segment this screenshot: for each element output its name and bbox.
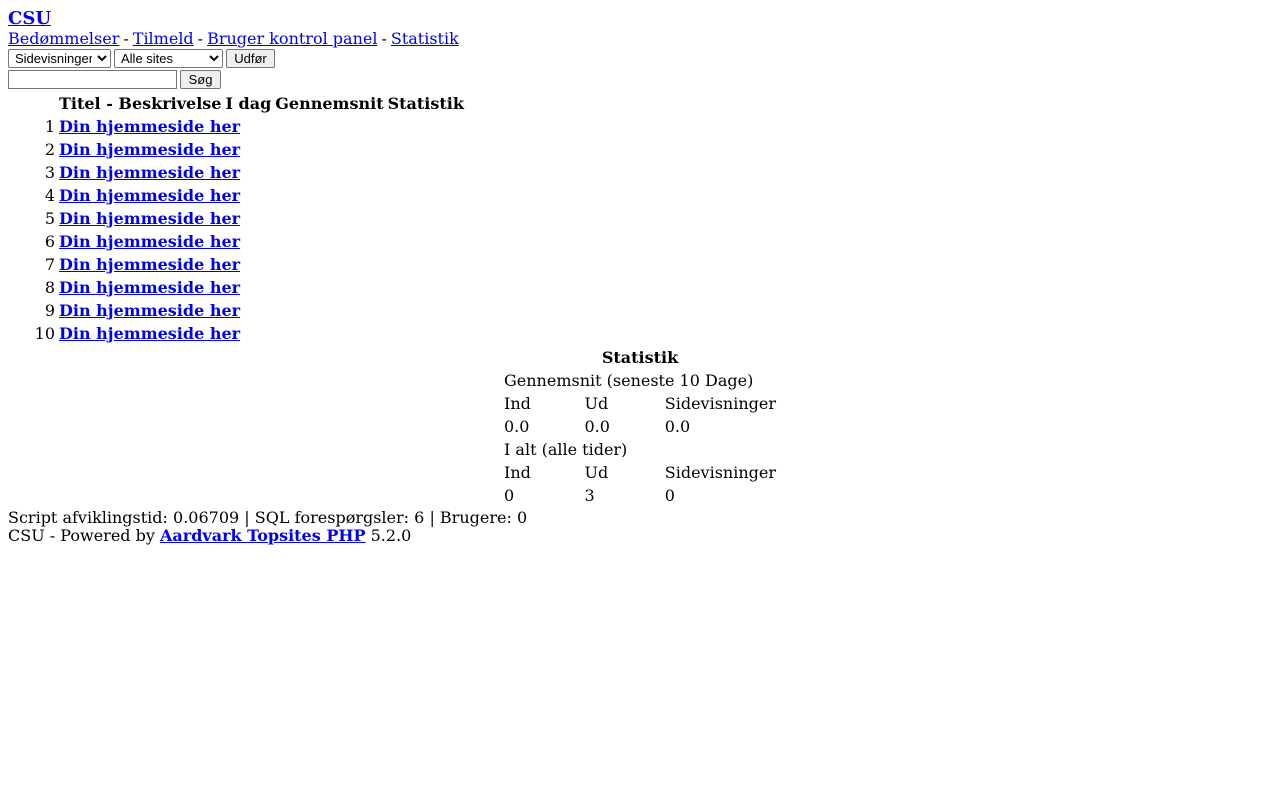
site-link[interactable]: Din hjemmeside her (59, 117, 241, 136)
footer-separator: | (244, 508, 250, 527)
average-pageviews-value: 0.0 (664, 417, 691, 436)
sql-count-label: SQL forespørgsler: (254, 508, 410, 527)
nav-separator: - (381, 29, 387, 48)
average-in-value: 0.0 (504, 417, 530, 436)
in-label: Ind (504, 394, 531, 413)
ranking-header-row (10, 94, 465, 114)
stats-title: Statistik (601, 348, 679, 367)
table-row (10, 277, 465, 298)
pageviews-label: Sidevisninger (664, 394, 776, 413)
rank-number: 5 (44, 209, 55, 228)
ranking-method-select[interactable] (8, 49, 111, 68)
powered-by-text: CSU - Powered by (8, 526, 155, 545)
site-link[interactable]: Din hjemmeside her (59, 209, 241, 228)
average-out-value: 0.0 (584, 417, 610, 436)
footer-powered-line (8, 527, 527, 545)
site-link[interactable]: Din hjemmeside her (59, 255, 241, 274)
rank-number: 6 (44, 232, 55, 251)
total-pageviews-value: 0 (664, 486, 675, 505)
site-link[interactable]: Din hjemmeside her (59, 186, 241, 205)
version-text: 5.2.0 (370, 526, 412, 545)
total-out-value: 3 (584, 486, 595, 505)
site-link[interactable]: Din hjemmeside her (59, 278, 241, 297)
site-link[interactable]: Din hjemmeside her (59, 163, 241, 182)
rank-column-header (10, 94, 56, 114)
nav-separator: - (197, 29, 204, 48)
in-label: Ind (504, 463, 531, 482)
site-link[interactable]: Din hjemmeside her (59, 232, 241, 251)
footer (8, 509, 527, 545)
rank-number: 9 (44, 301, 55, 320)
users-label: Brugere: (439, 508, 512, 527)
rank-number: 4 (44, 186, 55, 205)
site-title-link[interactable]: CSU (8, 8, 52, 29)
average-heading: Gennemsnit (seneste 10 Dage) (504, 371, 754, 390)
search-form (8, 70, 221, 89)
nav-link-stats[interactable]: Statistik (390, 29, 459, 48)
table-row (10, 323, 465, 344)
search-input[interactable] (8, 70, 177, 89)
stats-table (501, 345, 779, 508)
table-row (10, 254, 465, 275)
nav-link-user-cp[interactable]: Bruger kontrol panel (207, 29, 378, 48)
footer-separator: | (429, 508, 435, 527)
table-row (10, 139, 465, 160)
footer-stats-line (8, 509, 527, 527)
rank-number: 7 (44, 255, 55, 274)
table-row (10, 162, 465, 183)
sql-count-value: 6 (414, 508, 425, 527)
search-button[interactable]: Søg (180, 70, 221, 89)
pageviews-label: Sidevisninger (664, 463, 776, 482)
site-link[interactable]: Din hjemmeside her (59, 140, 241, 159)
ranking-table (8, 92, 467, 346)
table-row (10, 185, 465, 206)
rank-number: 2 (44, 140, 55, 159)
script-time-value: 0.06709 (173, 508, 240, 527)
ranking-filter-form (8, 49, 275, 68)
total-heading: I alt (alle tider) (504, 440, 628, 459)
main-nav (8, 29, 459, 49)
total-in-value: 0 (504, 486, 515, 505)
rank-number: 3 (44, 163, 55, 182)
rank-number: 10 (34, 324, 55, 343)
out-label: Ud (584, 394, 609, 413)
nav-separator: - (123, 29, 129, 48)
table-row (10, 208, 465, 229)
users-count-value: 0 (516, 508, 528, 527)
go-button[interactable]: Udfør (226, 49, 275, 68)
table-row (10, 231, 465, 252)
site-link[interactable]: Din hjemmeside her (59, 301, 241, 320)
today-column-header: I dag (225, 94, 272, 113)
category-select[interactable] (114, 49, 223, 68)
table-row (10, 116, 465, 137)
table-row (10, 300, 465, 321)
site-link[interactable]: Din hjemmeside her (59, 324, 241, 343)
stats-column-header: Statistik (387, 94, 464, 113)
nav-link-ratings[interactable]: Bedømmelser (8, 29, 120, 48)
out-label: Ud (584, 463, 609, 482)
script-time-label: Script afviklingstid: (8, 508, 168, 527)
nav-link-join[interactable]: Tilmeld (132, 29, 194, 48)
title-column-header: Titel - Beskrivelse (59, 94, 222, 113)
rank-number: 8 (44, 278, 55, 297)
average-column-header: Gennemsnit (275, 94, 384, 113)
rank-number: 1 (44, 117, 55, 136)
aardvark-link[interactable]: Aardvark Topsites PHP (160, 526, 366, 545)
